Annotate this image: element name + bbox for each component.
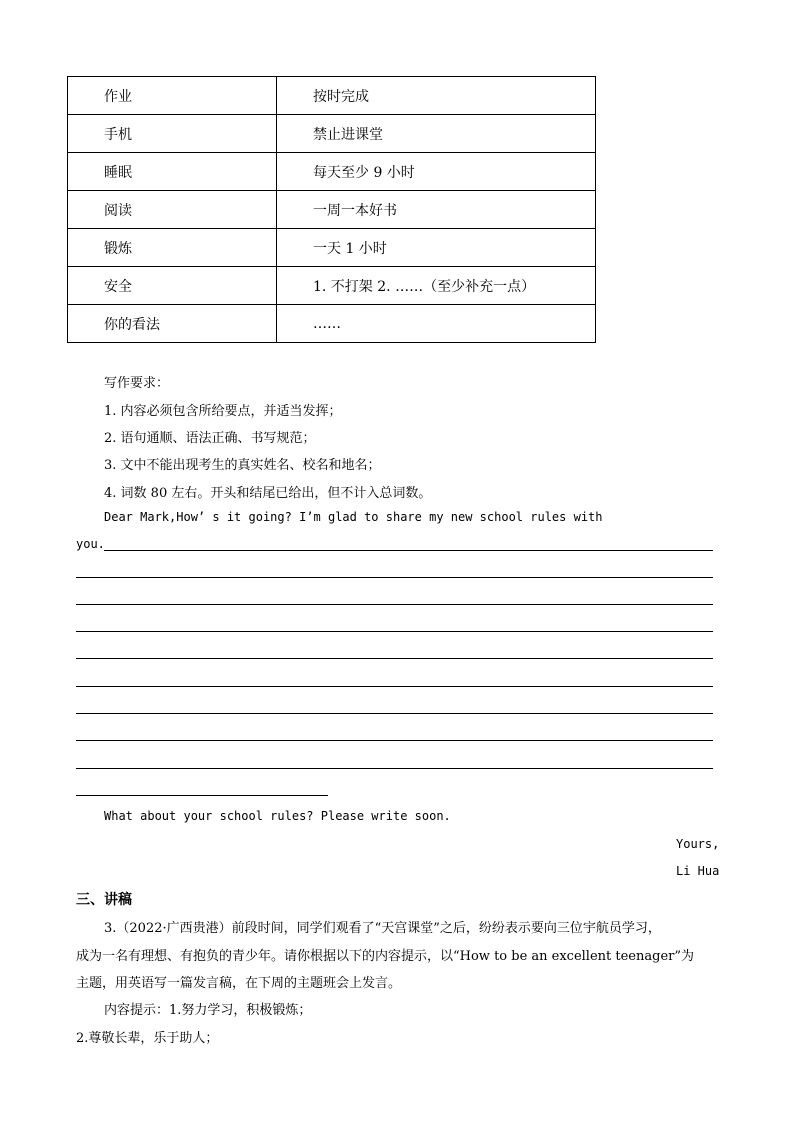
table-row	[68, 115, 596, 153]
rule-detail-cell: 一天 1 小时	[277, 229, 596, 267]
letter-opening-continued: you.	[76, 537, 105, 551]
rule-item-cell: 安全	[68, 267, 277, 305]
writing-line[interactable]	[104, 550, 713, 551]
requirements-title: 写作要求：	[104, 376, 170, 391]
writing-line[interactable]	[76, 658, 713, 659]
requirement-item: 1. 内容必须包含所给要点，并适当发挥；	[104, 404, 342, 419]
rule-item-cell: 锻炼	[68, 229, 277, 267]
writing-line[interactable]	[76, 604, 713, 605]
table-row	[68, 267, 596, 305]
school-rules-table	[67, 76, 596, 343]
requirement-item: 4. 词数 80 左右。开头和结尾已给出，但不计入总词数。	[104, 486, 432, 501]
writing-line[interactable]	[76, 631, 713, 632]
question-text: 3.（2022·广西贵港）前段时间，同学们观看了“天宫课堂”之后，纷纷表示要向三位宇航员学习，	[104, 921, 661, 936]
rule-item-cell: 阅读	[68, 191, 277, 229]
writing-line[interactable]	[76, 686, 713, 687]
writing-line[interactable]	[76, 713, 713, 714]
requirement-item: 2. 语句通顺、语法正确、书写规范；	[104, 431, 316, 446]
writing-line[interactable]	[76, 740, 713, 741]
rule-detail-cell: 一周一本好书	[277, 191, 596, 229]
question-text: 主题，用英语写一篇发言稿，在下周的主题班会上发言。	[76, 976, 402, 991]
table-row	[68, 229, 596, 267]
letter-signature: Li Hua	[676, 864, 720, 878]
question-text: 成为一名有理想、有抱负的青少年。请你根据以下的内容提示，以“How to be an excellent teenager”为	[76, 949, 695, 964]
writing-line[interactable]	[76, 795, 328, 796]
letter-closing: What about your school rules? Please write soon.	[104, 809, 451, 823]
rule-item-cell: 睡眠	[68, 153, 277, 191]
table-row	[68, 191, 596, 229]
rule-detail-cell: 禁止进课堂	[277, 115, 596, 153]
section-heading: 三、讲稿	[76, 892, 132, 908]
rule-item-cell: 手机	[68, 115, 277, 153]
content-hint: 2.尊敬长辈，乐于助人；	[76, 1031, 219, 1046]
rule-detail-cell: 每天至少 9 小时	[277, 153, 596, 191]
writing-line[interactable]	[76, 768, 713, 769]
requirement-item: 3. 文中不能出现考生的真实姓名、校名和地名；	[104, 458, 381, 473]
table-row	[68, 153, 596, 191]
letter-opening: Dear Mark,How’ s it going? I’m glad to share my new school rules with	[104, 510, 603, 524]
content-hint: 内容提示：1.努力学习，积极锻炼；	[104, 1003, 312, 1018]
rule-detail-cell: ……	[277, 305, 596, 343]
rule-detail-cell: 按时完成	[277, 77, 596, 115]
table-row	[68, 305, 596, 343]
letter-sign-off: Yours,	[676, 837, 720, 851]
rule-item-cell: 你的看法	[68, 305, 277, 343]
table-row	[68, 77, 596, 115]
rule-detail-cell: 1. 不打架 2. ……（至少补充一点）	[277, 267, 596, 305]
writing-line[interactable]	[76, 577, 713, 578]
rule-item-cell: 作业	[68, 77, 277, 115]
